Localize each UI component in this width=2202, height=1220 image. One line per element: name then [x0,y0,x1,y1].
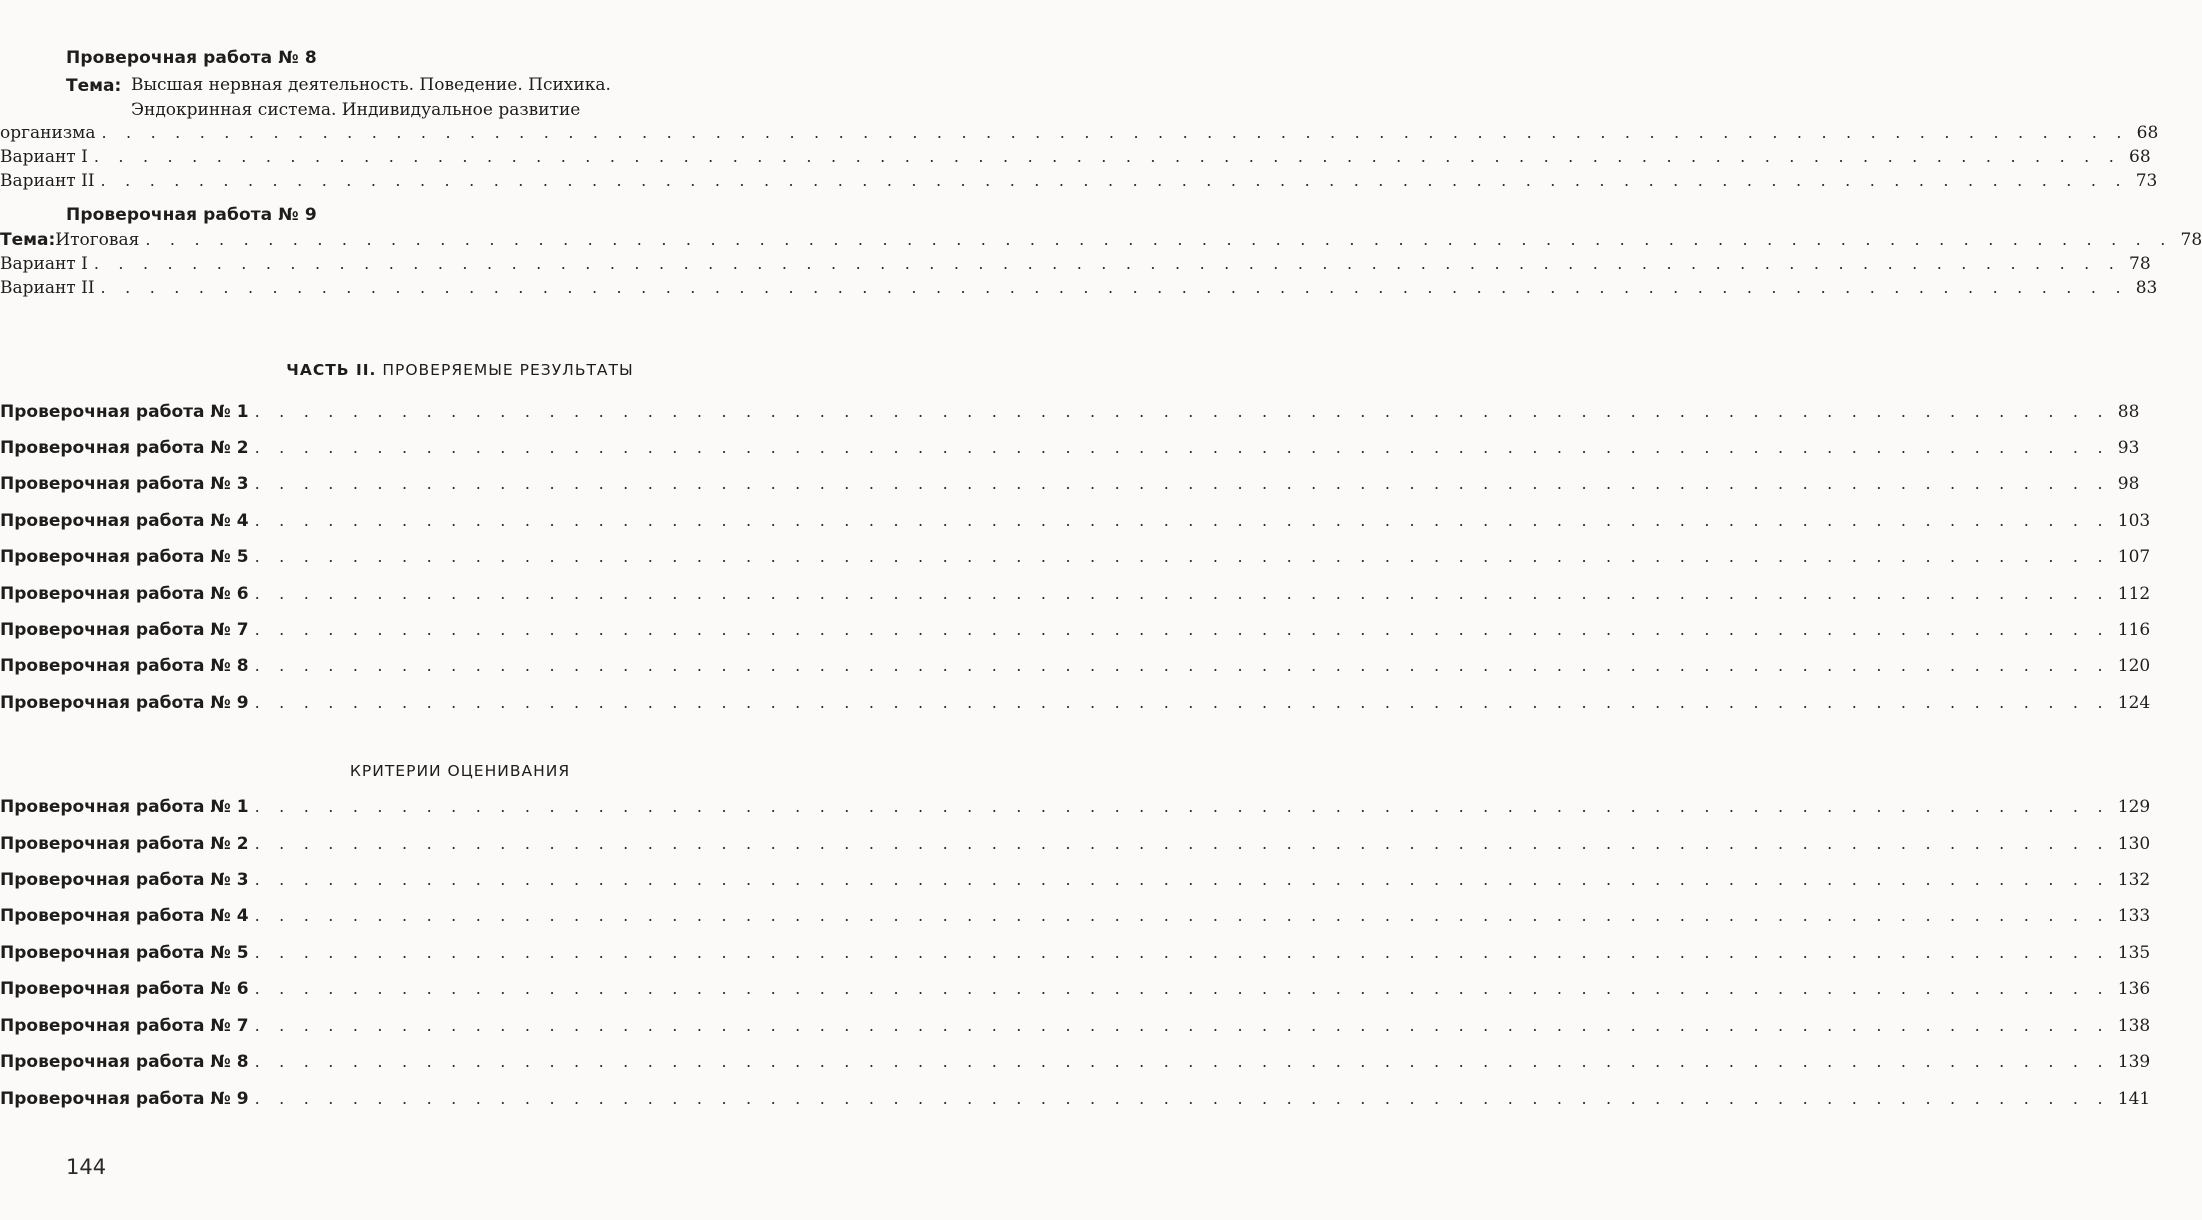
page-ref: 124 [2117,693,2151,713]
dot-leader: . . . . . . . . . . . . . . . . . . . . . . . . . . . . . . . . . . . . . . . . . . . . . . . . . . . . . . . . . . . . . . . . . . . . . . . . . . . . [254,834,2110,853]
entry-label: Проверочная работа № 9 [0,693,249,713]
entry-label: Проверочная работа № 7 [0,1016,249,1036]
entry-label: Проверочная работа № 7 [0,620,249,640]
page-ref: 83 [2135,278,2158,298]
dot-leader: . . . . . . . . . . . . . . . . . . . . . . . . . . . . . . . . . . . . . . . . . . . . . . . . . . . . . . . . . . . . . . . . . . . . . . . . . . . . [254,1052,2110,1071]
dot-leader: . . . . . . . . . . . . . . . . . . . . . . . . . . . . . . . . . . . . . . . . . . . . . . . . . . . . . . . . . . . . . . . . . . . . . . . . . . . . [254,656,2110,675]
dot-leader: . . . . . . . . . . . . . . . . . . . . . . . . . . . . . . . . . . . . . . . . . . . . . . . . . . . . . . . . . . . . . . . . . . . . . . . . . . . . [254,1016,2110,1035]
toc-entry[interactable] [0,547,2151,575]
entry-label: Проверочная работа № 2 [0,834,249,854]
page-ref: 78 [2129,254,2151,274]
entry-label: Проверочная работа № 1 [0,402,249,422]
page-ref: 139 [2117,1052,2151,1072]
dot-leader: . . . . . . . . . . . . . . . . . . . . . . . . . . . . . . . . . . . . . . . . . . . . . . . . . . . . . . . . . . . . . . . . . . . . . . . . . . . . . . . . . . . [93,254,2122,273]
toc-entry[interactable] [0,943,2151,971]
dot-leader: . . . . . . . . . . . . . . . . . . . . . . . . . . . . . . . . . . . . . . . . . . . . . . . . . . . . . . . . . . . . . . . . . . . . . . . . . . . . [254,979,2110,998]
work-9-title: Проверочная работа № 9 [66,205,317,225]
dot-leader: . . . . . . . . . . . . . . . . . . . . . . . . . . . . . . . . . . . . . . . . . . . . . . . . . . . . . . . . . . . . . . . . . . . . . . . . . . . . [254,1089,2110,1108]
page-ref: 129 [2117,797,2151,817]
tema-label: Тема: [66,76,122,96]
toc-entry[interactable] [0,870,2151,898]
dot-leader: . . . . . . . . . . . . . . . . . . . . . . . . . . . . . . . . . . . . . . . . . . . . . . . . . . . . . . . . . . . . . . . . . . . . . . . . . . . . . . . . . . . [93,147,2122,166]
dot-leader: . . . . . . . . . . . . . . . . . . . . . . . . . . . . . . . . . . . . . . . . . . . . . . . . . . . . . . . . . . . . . . . . . . . . . . . . . . . . [254,870,2110,889]
toc-entry[interactable] [0,438,2140,466]
variant-label: Вариант II [0,171,95,191]
dot-leader: . . . . . . . . . . . . . . . . . . . . . . . . . . . . . . . . . . . . . . . . . . . . . . . . . . . . . . . . . . . . . . . . . . . . . . . . . . . . . . . . . . . [101,123,2129,142]
entry-label: Проверочная работа № 8 [0,656,249,676]
entry-label: Проверочная работа № 5 [0,943,249,963]
dot-leader: . . . . . . . . . . . . . . . . . . . . . . . . . . . . . . . . . . . . . . . . . . . . . . . . . . . . . . . . . . . . . . . . . . . . . . . . . . . . [254,620,2110,639]
page-ref: 78 [2180,230,2202,250]
entry-label: Проверочная работа № 9 [0,1089,249,1109]
page-ref: 107 [2117,547,2151,567]
page-ref: 135 [2117,943,2151,963]
toc-entry[interactable] [0,1016,2151,1044]
variant-label: Вариант I [0,254,88,274]
page-ref: 138 [2117,1016,2151,1036]
work-8-title: Проверочная работа № 8 [66,48,317,68]
entry-label: Проверочная работа № 2 [0,438,249,458]
part-2-heading-bold: ЧАСТЬ II. [286,361,377,379]
dot-leader: . . . . . . . . . . . . . . . . . . . . . . . . . . . . . . . . . . . . . . . . . . . . . . . . . . . . . . . . . . . . . . . . . . . . . . . . . . . . [254,547,2110,566]
criteria-heading: КРИТЕРИИ ОЦЕНИВАНИЯ [349,762,571,780]
topic-line-1: Высшая нервная деятельность. Поведение. Психика. [131,75,611,95]
page-ref: 132 [2117,870,2151,890]
page-ref: 112 [2117,584,2151,604]
dot-leader: . . . . . . . . . . . . . . . . . . . . . . . . . . . . . . . . . . . . . . . . . . . . . . . . . . . . . . . . . . . . . . . . . . . . . . . . . . . . [254,474,2110,493]
part-2-heading [0,361,920,379]
entry-label: Проверочная работа № 8 [0,1052,249,1072]
entry-label: Проверочная работа № 4 [0,511,249,531]
entry-label: Проверочная работа № 5 [0,547,249,567]
dot-leader: . . . . . . . . . . . . . . . . . . . . . . . . . . . . . . . . . . . . . . . . . . . . . . . . . . . . . . . . . . . . . . . . . . . . . . . . . . . . . . . . . . . [145,230,2173,249]
toc-entry-work8-variant2[interactable] [0,171,2158,199]
entry-label: Проверочная работа № 6 [0,584,249,604]
page-ref: 120 [2117,656,2151,676]
toc-entry[interactable] [0,834,2151,862]
toc-entry[interactable] [0,474,2140,502]
entry-label: Проверочная работа № 3 [0,474,249,494]
toc-entry[interactable] [0,979,2151,1007]
entry-label: Проверочная работа № 3 [0,870,249,890]
toc-entry[interactable] [0,1089,2151,1117]
page-ref: 98 [2117,474,2140,494]
entry-label: Проверочная работа № 6 [0,979,249,999]
dot-leader: . . . . . . . . . . . . . . . . . . . . . . . . . . . . . . . . . . . . . . . . . . . . . . . . . . . . . . . . . . . . . . . . . . . . . . . . . . . . [254,438,2110,457]
entry-label: Проверочная работа № 1 [0,797,249,817]
tema-label: Тема: [0,230,56,250]
page-ref: 88 [2117,402,2140,422]
entry-label: Проверочная работа № 4 [0,906,249,926]
page-ref: 133 [2117,906,2151,926]
page-number: 144 [66,1155,107,1179]
variant-label: Вариант I [0,147,88,167]
page-ref: 68 [2136,123,2159,143]
page-ref: 136 [2117,979,2151,999]
dot-leader: . . . . . . . . . . . . . . . . . . . . . . . . . . . . . . . . . . . . . . . . . . . . . . . . . . . . . . . . . . . . . . . . . . . . . . . . . . . . [254,693,2110,712]
dot-leader: . . . . . . . . . . . . . . . . . . . . . . . . . . . . . . . . . . . . . . . . . . . . . . . . . . . . . . . . . . . . . . . . . . . . . . . . . . . . . . . . . . . [100,171,2128,190]
dot-leader: . . . . . . . . . . . . . . . . . . . . . . . . . . . . . . . . . . . . . . . . . . . . . . . . . . . . . . . . . . . . . . . . . . . . . . . . . . . . [254,906,2110,925]
dot-leader: . . . . . . . . . . . . . . . . . . . . . . . . . . . . . . . . . . . . . . . . . . . . . . . . . . . . . . . . . . . . . . . . . . . . . . . . . . . . [254,943,2110,962]
toc-entry[interactable] [0,656,2151,684]
page-ref: 93 [2117,438,2140,458]
variant-label: Вариант II [0,278,95,298]
dot-leader: . . . . . . . . . . . . . . . . . . . . . . . . . . . . . . . . . . . . . . . . . . . . . . . . . . . . . . . . . . . . . . . . . . . . . . . . . . . . [254,511,2110,530]
dot-leader: . . . . . . . . . . . . . . . . . . . . . . . . . . . . . . . . . . . . . . . . . . . . . . . . . . . . . . . . . . . . . . . . . . . . . . . . . . . . [254,797,2110,816]
toc-entry-work9-variant2[interactable] [0,278,2158,306]
dot-leader: . . . . . . . . . . . . . . . . . . . . . . . . . . . . . . . . . . . . . . . . . . . . . . . . . . . . . . . . . . . . . . . . . . . . . . . . . . . . [254,584,2110,603]
dot-leader: . . . . . . . . . . . . . . . . . . . . . . . . . . . . . . . . . . . . . . . . . . . . . . . . . . . . . . . . . . . . . . . . . . . . . . . . . . . . [254,402,2110,421]
part-2-heading-text: ПРОВЕРЯЕМЫЕ РЕЗУЛЬТАТЫ [382,361,634,379]
page-ref: 103 [2117,511,2151,531]
page-ref: 130 [2117,834,2151,854]
dot-leader: . . . . . . . . . . . . . . . . . . . . . . . . . . . . . . . . . . . . . . . . . . . . . . . . . . . . . . . . . . . . . . . . . . . . . . . . . . . . . . . . . . . [100,278,2128,297]
toc-entry[interactable] [0,584,2151,612]
toc-entry[interactable] [0,1052,2151,1080]
toc-entry[interactable] [0,511,2151,539]
toc-entry[interactable] [0,620,2151,648]
topic-line-1: Итоговая [55,230,140,250]
page-ref: 73 [2135,171,2158,191]
toc-entry[interactable] [0,797,2151,825]
toc-entry[interactable] [0,402,2140,430]
page-ref: 68 [2129,147,2151,167]
toc-entry[interactable] [0,906,2151,934]
page-ref: 141 [2117,1089,2151,1109]
toc-entry[interactable] [0,693,2151,721]
topic-line-3: организма [0,123,96,143]
topic-line-2: Эндокринная система. Индивидуальное развитие [131,100,581,120]
page-ref: 116 [2117,620,2151,640]
